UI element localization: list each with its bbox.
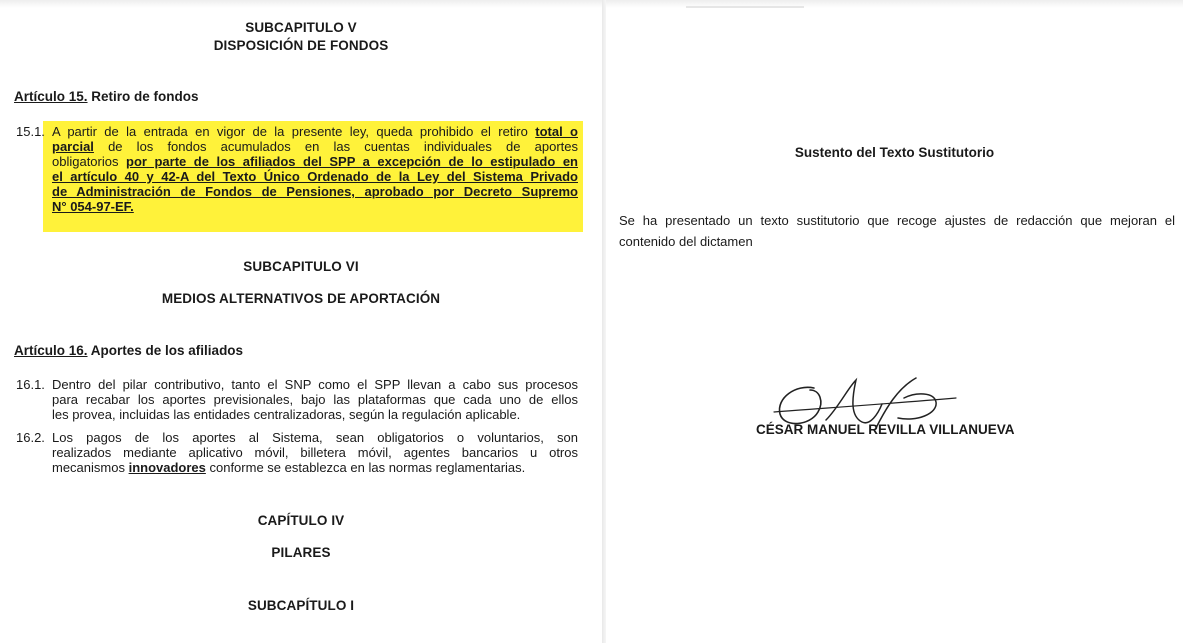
disposicion-fondos-heading: DISPOSICIÓN DE FONDOS bbox=[213, 38, 389, 53]
medios-alternativos-heading: MEDIOS ALTERNATIVOS DE APORTACIÓN bbox=[161, 291, 441, 306]
paragraph-16-1-text bbox=[52, 377, 578, 422]
p151-line-1a: A partir de la entrada en vigor de la presente ley, queda prohibido el retiro bbox=[52, 124, 536, 139]
p151-line-4: el artículo 40 y 42-A del Texto Único Ordenado de la Ley del Sistema Privado bbox=[52, 169, 578, 184]
paragraph-15-1 bbox=[16, 124, 578, 214]
p151-line-6: N° 054-97-EF. bbox=[52, 199, 134, 214]
paragraph-16-2-number: 16.2. bbox=[16, 430, 45, 445]
p162-line-2: realizados mediante aplicativo móvil, billetera móvil, agentes bancarios u otros bbox=[52, 445, 578, 460]
p161-line-1: Dentro del pilar contributivo, tanto el SNP como el SPP llevan a cabo sus procesos bbox=[52, 377, 578, 392]
sustento-title: Sustento del Texto Sustitutorio bbox=[794, 145, 995, 160]
p151-line-2b: de los fondos acumulados en las cuentas individuales de aportes bbox=[93, 139, 578, 154]
articulo-16-title: Aportes de los afiliados bbox=[87, 343, 244, 358]
p151-line-3a: obligatorios bbox=[52, 154, 127, 169]
articulo-15-heading bbox=[14, 89, 199, 104]
subcapitulo-i-heading: SUBCAPÍTULO I bbox=[247, 598, 355, 613]
p162-line-3a: mecanismos bbox=[52, 460, 129, 475]
p162-line-3c: conforme se establezca en las normas reglamentarias. bbox=[205, 460, 526, 475]
articulo-16-number: Artículo 16. bbox=[14, 343, 88, 358]
paragraph-16-1 bbox=[16, 377, 578, 422]
right-page bbox=[606, 0, 1183, 643]
sustento-body bbox=[619, 210, 1175, 252]
bleed-through-text bbox=[686, 2, 806, 15]
p151-line-5: de Administración de Fondos de Pensiones, aprobado por Decreto Supremo bbox=[52, 184, 578, 199]
p151-line-3b: por parte de los afiliados del SPP a excepción de lo estipulado en bbox=[126, 154, 578, 169]
p151-line-1b: total o bbox=[535, 124, 578, 139]
p162-line-3b: innovadores bbox=[128, 460, 206, 475]
subcapitulo-v-heading: SUBCAPITULO V bbox=[245, 20, 357, 35]
paragraph-16-2-text bbox=[52, 430, 578, 475]
p161-line-2: para recabar los aportes previsionales, bajo las plataformas que cada uno de ellos bbox=[52, 392, 578, 407]
paragraph-15-1-number: 15.1. bbox=[16, 124, 45, 139]
p151-line-2a: parcial bbox=[52, 139, 94, 154]
articulo-15-number: Artículo 15. bbox=[14, 89, 88, 104]
p162-line-1: Los pagos de los aportes al Sistema, sean obligatorios o voluntarios, son bbox=[52, 430, 578, 445]
bleed-through-marks bbox=[686, 2, 806, 12]
paragraph-16-1-number: 16.1. bbox=[16, 377, 45, 392]
articulo-16-heading bbox=[14, 343, 243, 358]
capitulo-iv-heading: CAPÍTULO IV bbox=[257, 513, 345, 528]
signer-name: CÉSAR MANUEL REVILLA VILLANUEVA bbox=[756, 422, 1015, 437]
subcapitulo-vi-heading: SUBCAPITULO VI bbox=[243, 259, 359, 274]
paragraph-15-1-text bbox=[52, 124, 578, 214]
sustento-body-line-1: Se ha presentado un texto sustitutorio que recoge ajustes de redacción que mejoran el bbox=[619, 213, 1175, 228]
pilares-heading: PILARES bbox=[271, 545, 331, 560]
sustento-body-line-2: contenido del dictamen bbox=[619, 234, 753, 249]
paragraph-16-2 bbox=[16, 430, 578, 475]
p161-line-3: les provea, incluidas las entidades centralizadoras, según la regulación aplicable. bbox=[52, 407, 521, 422]
articulo-15-title: Retiro de fondos bbox=[87, 89, 199, 104]
top-fade bbox=[0, 0, 602, 8]
